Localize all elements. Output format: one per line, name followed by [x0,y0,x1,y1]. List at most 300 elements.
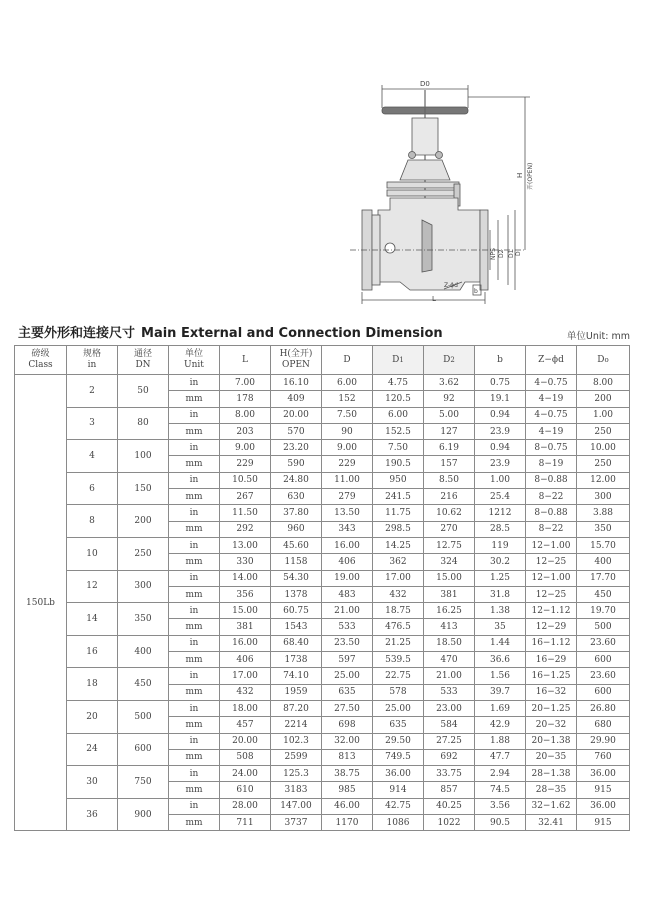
d-cell: 597 [322,652,373,668]
b-cell: 23.9 [475,456,526,472]
d-cell: 21.00 [322,603,373,619]
h-cell: 2599 [271,749,322,765]
d2-cell: 470 [424,652,475,668]
size-cell: 20 [67,700,118,733]
b-cell: 1.44 [475,635,526,651]
size-cell: 14 [67,603,118,636]
section-title-en: Main External and Connection Dimension [141,326,443,341]
zphid-cell: 28−35 [526,782,577,798]
do-cell: 36.00 [577,766,630,782]
h-cell: 20.00 [271,407,322,423]
unit-cell: in [169,472,220,488]
do-cell: 17.70 [577,570,630,586]
b-cell: 1.38 [475,603,526,619]
dn-cell: 400 [118,635,169,668]
b-cell: 35 [475,619,526,635]
h-cell: 16.10 [271,375,322,391]
unit-cell: mm [169,489,220,505]
d1-cell: 432 [373,586,424,602]
h-cell: 45.60 [271,537,322,553]
zphid-cell: 8−22 [526,489,577,505]
h-cell: 3183 [271,782,322,798]
d-label: D [515,251,522,256]
dn-cell: 500 [118,700,169,733]
l-cell: 9.00 [220,440,271,456]
zphid-cell: 12−25 [526,554,577,570]
header-d: D [322,346,373,375]
d2-cell: 127 [424,423,475,439]
b-cell: 30.2 [475,554,526,570]
unit-cell: in [169,766,220,782]
dn-cell: 200 [118,505,169,538]
d1-cell: 749.5 [373,749,424,765]
dn-cell: 300 [118,570,169,603]
d1-cell: 362 [373,554,424,570]
d-cell: 13.50 [322,505,373,521]
do-cell: 23.60 [577,635,630,651]
l-cell: 28.00 [220,798,271,814]
d1-cell: 950 [373,472,424,488]
table-row [15,603,630,619]
d2-cell: 12.75 [424,537,475,553]
zphid-cell: 16−29 [526,652,577,668]
b-cell: 36.6 [475,652,526,668]
table-row [15,505,630,521]
l-cell: 20.00 [220,733,271,749]
zphid-cell: 16−32 [526,684,577,700]
header-h: H(全开) OPEN [271,346,322,375]
b-cell: 31.8 [475,586,526,602]
d-cell: 698 [322,717,373,733]
d1-cell: 120.5 [373,391,424,407]
unit-note: 单位Unit: mm [566,331,630,342]
do-cell: 450 [577,586,630,602]
d2-cell: 3.62 [424,375,475,391]
d-cell: 19.00 [322,570,373,586]
d1-cell: 17.00 [373,570,424,586]
unit-cell: mm [169,652,220,668]
l-cell: 330 [220,554,271,570]
section-title-zh: 主要外形和连接尺寸 [18,326,136,341]
unit-cell: in [169,537,220,553]
b-cell: 47.7 [475,749,526,765]
d2-cell: 8.50 [424,472,475,488]
b-cell: 1.00 [475,472,526,488]
b-cell: 0.94 [475,440,526,456]
d-cell: 32.00 [322,733,373,749]
dn-cell: 250 [118,537,169,570]
header-l: L [220,346,271,375]
d-cell: 229 [322,456,373,472]
do-cell: 200 [577,391,630,407]
l-cell: 8.00 [220,407,271,423]
l-cell: 267 [220,489,271,505]
d-cell: 16.00 [322,537,373,553]
l-cell: 711 [220,815,271,831]
l-cell: 406 [220,652,271,668]
zphid-cell: 12−1.00 [526,537,577,553]
size-cell: 6 [67,472,118,505]
unit-cell: in [169,603,220,619]
b-cell: 42.9 [475,717,526,733]
do-cell: 12.00 [577,472,630,488]
size-cell: 18 [67,668,118,701]
nps-label: NPS [490,248,497,260]
table-row [15,472,630,488]
l-cell: 14.00 [220,570,271,586]
table-row [15,635,630,651]
zphid-cell: 8−0.88 [526,472,577,488]
zphid-label: Z-ϕd [444,282,458,289]
d2-cell: 15.00 [424,570,475,586]
d2-cell: 413 [424,619,475,635]
d2-cell: 857 [424,782,475,798]
d1-cell: 190.5 [373,456,424,472]
d-cell: 406 [322,554,373,570]
dn-cell: 100 [118,440,169,473]
d1-cell: 298.5 [373,521,424,537]
d2-cell: 92 [424,391,475,407]
h-cell: 630 [271,489,322,505]
l-cell: 508 [220,749,271,765]
unit-cell: mm [169,815,220,831]
d1-cell: 635 [373,717,424,733]
do-cell: 23.60 [577,668,630,684]
b-cell: 23.9 [475,423,526,439]
table-row [15,407,630,423]
unit-cell: in [169,375,220,391]
b-cell: 0.94 [475,407,526,423]
unit-cell: in [169,700,220,716]
header-do: Do [577,346,630,375]
size-cell: 16 [67,635,118,668]
zphid-cell: 12−1.00 [526,570,577,586]
l-cell: 15.00 [220,603,271,619]
l-cell: 18.00 [220,700,271,716]
l-cell: 10.50 [220,472,271,488]
dn-cell: 450 [118,668,169,701]
do-cell: 26.80 [577,700,630,716]
zphid-cell: 12−25 [526,586,577,602]
header-class: 磅级 Class [15,346,67,375]
d1-cell: 42.75 [373,798,424,814]
d2-cell: 692 [424,749,475,765]
do-cell: 300 [577,489,630,505]
d1-cell: 1086 [373,815,424,831]
d2-cell: 40.25 [424,798,475,814]
size-cell: 24 [67,733,118,766]
d1-cell: 22.75 [373,668,424,684]
unit-cell: in [169,505,220,521]
zphid-cell: 16−1.25 [526,668,577,684]
h-cell: 74.10 [271,668,322,684]
d-cell: 6.00 [322,375,373,391]
size-cell: 4 [67,440,118,473]
zphid-cell: 20−1.25 [526,700,577,716]
unit-cell: mm [169,586,220,602]
zphid-cell: 16−1.12 [526,635,577,651]
d1-cell: 539.5 [373,652,424,668]
d-cell: 533 [322,619,373,635]
d1-cell: 914 [373,782,424,798]
header-d1: D1 [373,346,424,375]
d2-cell: 157 [424,456,475,472]
l-cell: 17.00 [220,668,271,684]
d1-cell: 7.50 [373,440,424,456]
h-cell: 54.30 [271,570,322,586]
do-cell: 915 [577,815,630,831]
do-cell: 36.00 [577,798,630,814]
b-cell: 3.56 [475,798,526,814]
h-cell: 1378 [271,586,322,602]
l-cell: 229 [220,456,271,472]
section-title [18,322,443,341]
zphid-cell: 20−35 [526,749,577,765]
l-cell: 356 [220,586,271,602]
b-cell: 1.25 [475,570,526,586]
gate-valve-drawing [340,60,540,310]
l-cell: 7.00 [220,375,271,391]
do-cell: 915 [577,782,630,798]
zphid-cell: 4−19 [526,391,577,407]
h-cell: 960 [271,521,322,537]
dn-cell: 750 [118,766,169,799]
zphid-cell: 32−1.62 [526,798,577,814]
do-cell: 8.00 [577,375,630,391]
zphid-cell: 4−0.75 [526,375,577,391]
d1-cell: 241.5 [373,489,424,505]
header-size: 规格 in [67,346,118,375]
h-cell: 1543 [271,619,322,635]
h-cell: 24.80 [271,472,322,488]
l-cell: 13.00 [220,537,271,553]
d-cell: 11.00 [322,472,373,488]
h-cell: 1158 [271,554,322,570]
h-cell: 570 [271,423,322,439]
d1-label: D1 [508,249,515,258]
zphid-cell: 8−0.75 [526,440,577,456]
header-unit: 单位 Unit [169,346,220,375]
unit-cell: mm [169,717,220,733]
d-cell: 9.00 [322,440,373,456]
d1-cell: 578 [373,684,424,700]
unit-cell: in [169,798,220,814]
h-cell: 1959 [271,684,322,700]
zphid-cell: 8−19 [526,456,577,472]
d1-cell: 18.75 [373,603,424,619]
do-cell: 600 [577,652,630,668]
table-row [15,570,630,586]
d1-cell: 6.00 [373,407,424,423]
do-cell: 500 [577,619,630,635]
b-cell: 1.88 [475,733,526,749]
unit-cell: mm [169,521,220,537]
do-cell: 10.00 [577,440,630,456]
l-cell: 610 [220,782,271,798]
d1-cell: 21.25 [373,635,424,651]
d2-cell: 533 [424,684,475,700]
do-cell: 250 [577,456,630,472]
header-b: b [475,346,526,375]
b-cell: 74.5 [475,782,526,798]
do-cell: 600 [577,684,630,700]
d1-cell: 14.25 [373,537,424,553]
h-cell: 2214 [271,717,322,733]
zphid-cell: 8−22 [526,521,577,537]
d2-cell: 18.50 [424,635,475,651]
size-cell: 8 [67,505,118,538]
d-cell: 635 [322,684,373,700]
class-cell: 150Lb [15,375,67,831]
d-cell: 23.50 [322,635,373,651]
l-cell: 457 [220,717,271,733]
header-zphid: Z−ϕd [526,346,577,375]
dn-cell: 900 [118,798,169,831]
d-cell: 343 [322,521,373,537]
d-cell: 46.00 [322,798,373,814]
d2-cell: 216 [424,489,475,505]
h-label: H [516,172,524,178]
d-cell: 90 [322,423,373,439]
d-cell: 985 [322,782,373,798]
table-row [15,766,630,782]
table-row [15,668,630,684]
b-cell: 28.5 [475,521,526,537]
do-cell: 250 [577,423,630,439]
size-cell: 3 [67,407,118,440]
l-cell: 16.00 [220,635,271,651]
h-cell: 125.3 [271,766,322,782]
size-cell: 12 [67,570,118,603]
do-cell: 19.70 [577,603,630,619]
zphid-cell: 8−0.88 [526,505,577,521]
b-cell: 1.69 [475,700,526,716]
h-cell: 409 [271,391,322,407]
header-dn: 通径 DN [118,346,169,375]
d-cell: 483 [322,586,373,602]
do-cell: 1.00 [577,407,630,423]
do-cell: 350 [577,521,630,537]
dimension-table [14,345,630,831]
d2-cell: 10.62 [424,505,475,521]
l-cell: 178 [220,391,271,407]
zphid-cell: 4−19 [526,423,577,439]
unit-cell: mm [169,423,220,439]
d-cell: 27.50 [322,700,373,716]
zphid-cell: 4−0.75 [526,407,577,423]
unit-cell: mm [169,391,220,407]
h-cell: 68.40 [271,635,322,651]
b-cell: 19.1 [475,391,526,407]
do-cell: 3.88 [577,505,630,521]
unit-cell: in [169,407,220,423]
table-row [15,733,630,749]
d1-cell: 29.50 [373,733,424,749]
unit-cell: in [169,668,220,684]
unit-cell: mm [169,619,220,635]
zphid-cell: 20−32 [526,717,577,733]
d-cell: 279 [322,489,373,505]
do-cell: 400 [577,554,630,570]
l-cell: 432 [220,684,271,700]
h-cell: 3737 [271,815,322,831]
d-cell: 152 [322,391,373,407]
d1-cell: 4.75 [373,375,424,391]
h-cell: 23.20 [271,440,322,456]
do-cell: 760 [577,749,630,765]
d2-cell: 21.00 [424,668,475,684]
dn-cell: 80 [118,407,169,440]
unit-cell: in [169,440,220,456]
size-cell: 10 [67,537,118,570]
b-cell: 2.94 [475,766,526,782]
d1-cell: 36.00 [373,766,424,782]
l-label: L [432,295,436,303]
unit-cell: in [169,570,220,586]
d2-cell: 381 [424,586,475,602]
table-row [15,700,630,716]
size-cell: 36 [67,798,118,831]
h-cell: 37.80 [271,505,322,521]
d-cell: 38.75 [322,766,373,782]
unit-cell: mm [169,554,220,570]
unit-cell: mm [169,749,220,765]
header-d2: D2 [424,346,475,375]
b-label: b [474,288,478,295]
unit-cell: mm [169,456,220,472]
d2-label: D2 [498,249,505,258]
zphid-cell: 28−1.38 [526,766,577,782]
d-cell: 1170 [322,815,373,831]
d2-cell: 27.25 [424,733,475,749]
d1-cell: 11.75 [373,505,424,521]
d0-label: D0 [420,80,430,88]
zphid-cell: 12−29 [526,619,577,635]
size-cell: 2 [67,375,118,408]
d2-cell: 1022 [424,815,475,831]
open-label: 开(OPEN) [527,162,534,190]
table-row [15,375,630,391]
d2-cell: 6.19 [424,440,475,456]
b-cell: 39.7 [475,684,526,700]
b-cell: 25.4 [475,489,526,505]
b-cell: 90.5 [475,815,526,831]
l-cell: 11.50 [220,505,271,521]
do-cell: 15.70 [577,537,630,553]
table-row [15,440,630,456]
d2-cell: 5.00 [424,407,475,423]
h-cell: 87.20 [271,700,322,716]
d1-cell: 476.5 [373,619,424,635]
zphid-cell: 32.41 [526,815,577,831]
h-cell: 1738 [271,652,322,668]
dn-cell: 150 [118,472,169,505]
d2-cell: 33.75 [424,766,475,782]
d-cell: 7.50 [322,407,373,423]
h-cell: 60.75 [271,603,322,619]
l-cell: 381 [220,619,271,635]
l-cell: 292 [220,521,271,537]
d2-cell: 584 [424,717,475,733]
do-cell: 29.90 [577,733,630,749]
l-cell: 203 [220,423,271,439]
d2-cell: 23.00 [424,700,475,716]
d1-cell: 25.00 [373,700,424,716]
unit-cell: mm [169,684,220,700]
d2-cell: 324 [424,554,475,570]
d-cell: 25.00 [322,668,373,684]
unit-cell: in [169,635,220,651]
